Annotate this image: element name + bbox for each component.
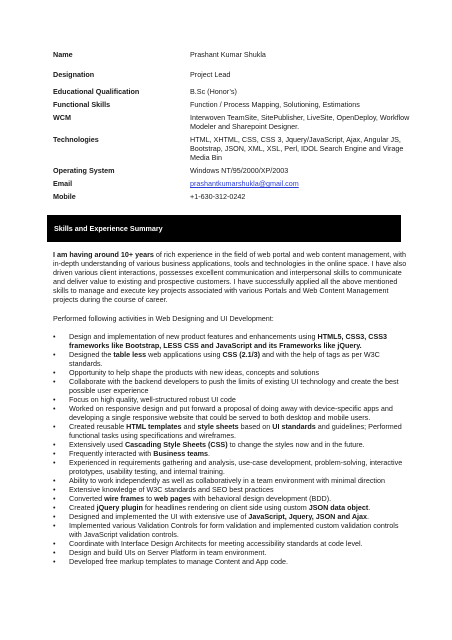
bullet-icon: • [53, 539, 56, 548]
list-item [53, 494, 409, 503]
bullet-icon: • [53, 404, 56, 413]
list-item [53, 404, 409, 422]
bullet-icon: • [53, 368, 56, 377]
intro-paragraph [53, 250, 409, 304]
list-item [53, 557, 409, 566]
bullet-text: Created reusable [69, 422, 127, 431]
list-item [53, 512, 409, 521]
bullet-icon: • [53, 485, 56, 494]
bullet-text: with behavioral design development (BDD). [190, 494, 332, 503]
profile-row-wcm [53, 113, 413, 131]
bullet-text: and [181, 422, 198, 431]
list-item [53, 485, 409, 494]
bullet-text-bold: HTML templates [126, 422, 182, 431]
bullet-text: to [144, 494, 155, 503]
list-item [53, 476, 409, 485]
bullet-icon: • [53, 557, 56, 566]
bullet-text: Converted [69, 494, 105, 503]
bullet-icon: • [53, 512, 56, 521]
bullet-icon: • [53, 476, 56, 485]
bullet-icon: • [53, 440, 56, 449]
activities-list [53, 332, 409, 566]
bullet-text: Extensive knowledge of W3C standards and SEO best practices [69, 485, 274, 494]
bullet-icon: • [53, 422, 56, 431]
bullet-icon: • [53, 458, 56, 467]
profile-row-technologies [53, 135, 413, 162]
profile-row-name [53, 50, 413, 59]
bullet-text: Frequently interacted with [69, 449, 154, 458]
profile-value: Prashant Kumar Shukla [190, 50, 266, 59]
list-item [53, 548, 409, 557]
list-item [53, 440, 409, 449]
bullet-text-bold: Cascading Style Sheets (CSS) [124, 440, 228, 449]
list-item [53, 539, 409, 548]
bullet-icon: • [53, 548, 56, 557]
bullet-text: to change the styles now and in the future. [227, 440, 365, 449]
profile-value: Function / Process Mapping, Solutioning, Estimations [190, 100, 360, 109]
profile-label: Designation [53, 70, 95, 79]
bullet-text: based on [238, 422, 273, 431]
bullet-text: . [367, 512, 370, 521]
bullet-text: Coordinate with Interface Design Architects for meeting accessibility standards at code level. [69, 539, 363, 548]
bullet-text: Designed the [69, 350, 114, 359]
bullet-text: for headlines rendering on client side using custom [142, 503, 309, 512]
bullet-icon: • [53, 377, 56, 386]
list-item [53, 422, 409, 440]
section-header: Skills and Experience Summary [47, 215, 401, 242]
bullet-text: Design and build UIs on Server Platform in team environment. [69, 548, 267, 557]
profile-value: +1-630-312-0242 [190, 192, 246, 201]
list-item [53, 377, 409, 395]
profile-row-education [53, 87, 413, 96]
bullet-text-bold: JavaScript, Jquery, JSON and Ajax [248, 512, 368, 521]
bullet-text-bold: wire frames [104, 494, 145, 503]
bullet-text: Experienced in requirements gathering and analysis, use-case development, problem-solving, interactive prototypes, usability testing, and internal training. [69, 458, 403, 476]
bullet-text: and with the help of tags as per W3C standards. [69, 350, 380, 368]
bullet-text-bold: UI standards [272, 422, 316, 431]
summary-body [53, 250, 409, 566]
bullet-text: and guidelines; Performed functional tasks using specifications and wireframes. [69, 422, 402, 440]
bullet-text-bold: style sheets [197, 422, 239, 431]
bullet-text-bold: web pages [154, 494, 191, 503]
intro-text: of rich experience in the field of web portal and web content management, with in-depth understanding of various business applications, tools and technologies in the online space. I have also driven various client interactions, possesses excellent communication and interpersonal skills to communicate and deliver value to existing and prospective customers. I have successfully applied all the above mentioned skills to manage and execute key projects associated with various Portals and Web Content Management projects during the course of career. [53, 250, 407, 304]
profile-row-functional-skills [53, 100, 413, 109]
bullet-text-bold: CSS (2.1/3) [222, 350, 261, 359]
activities-heading: Performed following activities in Web Designing and UI Development: [53, 314, 274, 323]
list-item [53, 521, 409, 539]
profile-label: Operating System [53, 166, 115, 175]
bullet-text: Focus on high quality, well-structured robust UI code [69, 395, 236, 404]
bullet-text: Collaborate with the backend developers to push the limits of existing UI technology and create the best possible user experience [69, 377, 399, 395]
bullet-text: Ability to work independently as well as collaboratively in a team environment with minimal direction [69, 476, 385, 485]
list-item [53, 395, 409, 404]
bullet-icon: • [53, 503, 56, 512]
list-item [53, 449, 409, 458]
profile-label: Technologies [53, 135, 99, 144]
bullet-text: Implemented various Validation Controls for form validation and implemented custom validation controls with JavaScript validation controls. [69, 521, 399, 539]
profile-value: HTML, XHTML, CSS, CSS 3, Jquery/JavaScript, Ajax, Angular JS, Bootstrap, JSON, XML, XSL, Perl, IDOL Search Engine and Virage Media Bin [190, 135, 404, 162]
profile-row-email [53, 179, 413, 188]
bullet-text: Design and implementation of new product features and enhancements using [69, 332, 318, 341]
bullet-text-bold: table less [113, 350, 147, 359]
bullet-text: Worked on responsive design and put forward a proposal of doing away with device-specific apps and developing a single responsive website that could be served to both desktop and mobile users. [69, 404, 393, 422]
bullet-text: Extensively used [69, 440, 125, 449]
profile-row-mobile [53, 192, 413, 201]
bullet-icon: • [53, 521, 56, 530]
profile-label: Functional Skills [53, 100, 111, 109]
bullet-text: Developed free markup templates to manage Content and App code. [69, 557, 288, 566]
profile-label: Name [53, 50, 73, 59]
bullet-icon: • [53, 395, 56, 404]
list-item [53, 503, 409, 512]
bullet-text-bold: JSON data object [308, 503, 369, 512]
bullet-text-bold: jQuery plugin [96, 503, 143, 512]
profile-value: Windows NT/95/2000/XP/2003 [190, 166, 289, 175]
profile-value: Interwoven TeamSite, SitePublisher, LiveSite, OpenDeploy, Workflow Modeler and Sharepoint Designer. [190, 113, 410, 131]
intro-bold: I am having around 10+ years [53, 250, 154, 259]
bullet-text: Opportunity to help shape the products with new ideas, concepts and solutions [69, 368, 320, 377]
profile-value: Project Lead [190, 70, 231, 79]
bullet-icon: • [53, 494, 56, 503]
bullet-text-bold: Business teams [153, 449, 209, 458]
profile-label: Educational Qualification [53, 87, 140, 96]
bullet-text-bold: HTML5, CSS3, CSS3 frameworks like Bootstrap, LESS CSS and JavaScript and its Frameworks like jQuery. [69, 332, 388, 350]
profile-value: B.Sc (Honor’s) [190, 87, 237, 96]
bullet-text: Designed and implemented the UI with extensive use of [69, 512, 249, 521]
bullet-text: Created [69, 503, 97, 512]
list-item [53, 332, 409, 350]
bullet-icon: • [53, 449, 56, 458]
bullet-text: web applications using [146, 350, 223, 359]
list-item [53, 368, 409, 377]
email-link[interactable]: prashantkumarshukla@gmail.com [190, 179, 299, 188]
list-item [53, 458, 409, 476]
bullet-text: . [208, 449, 211, 458]
profile-row-designation [53, 70, 413, 79]
bullet-icon: • [53, 350, 56, 359]
profile-row-os [53, 166, 413, 175]
bullet-text: . [368, 503, 371, 512]
profile-label: Email [53, 179, 73, 188]
bullet-icon: • [53, 332, 56, 341]
profile-label: WCM [53, 113, 71, 122]
profile-label: Mobile [53, 192, 76, 201]
list-item [53, 350, 409, 368]
